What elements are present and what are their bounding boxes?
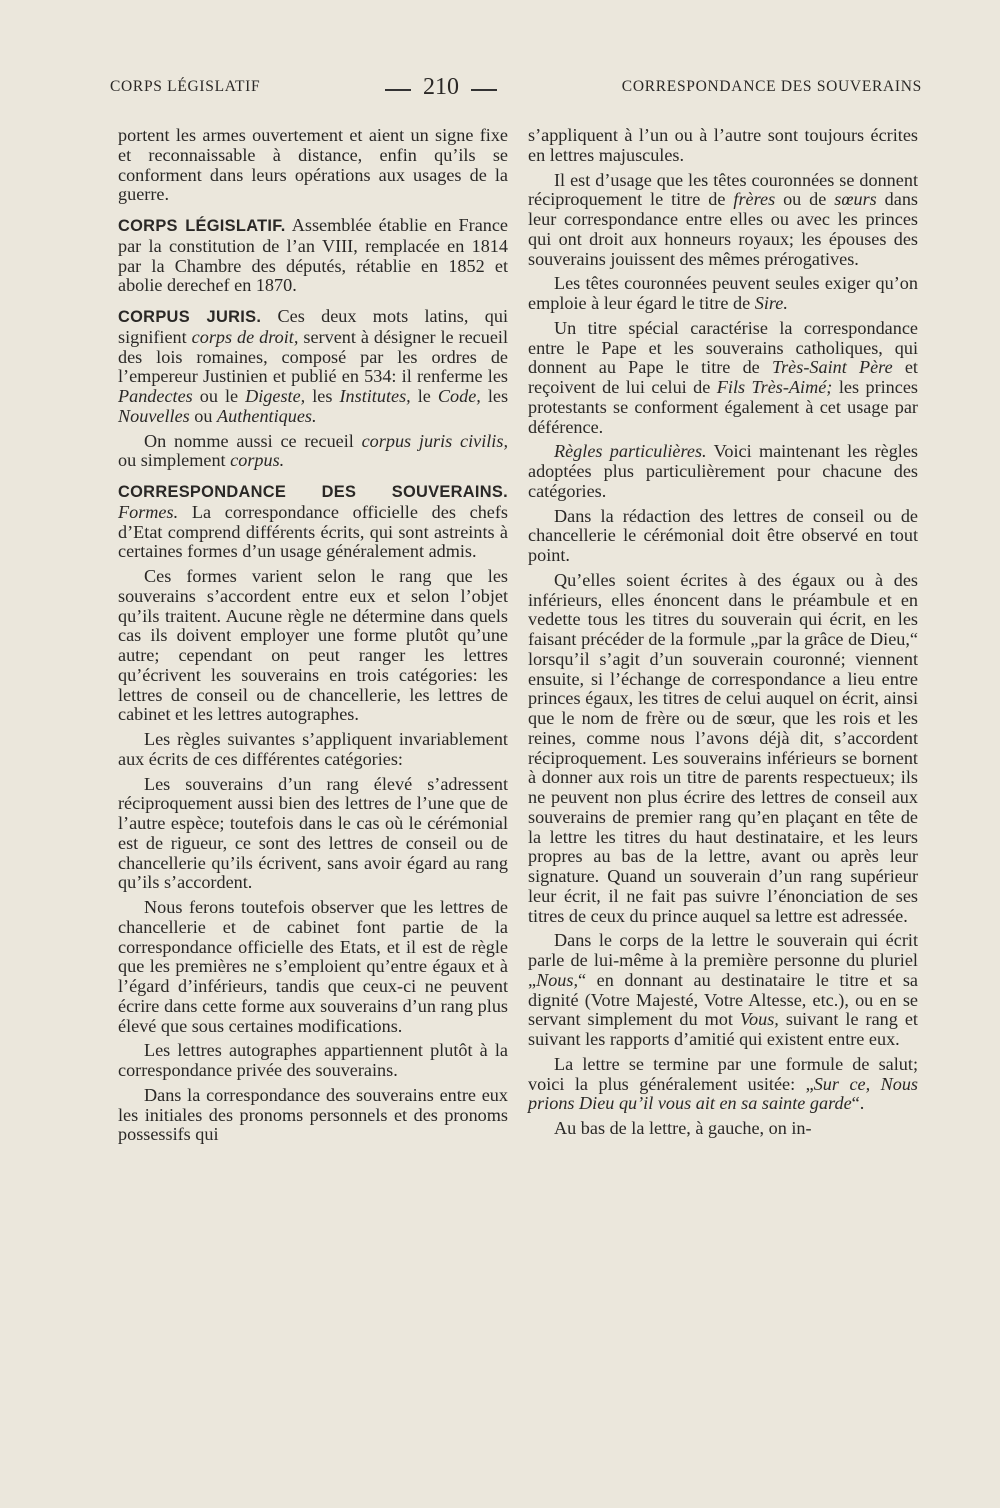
entry-text: La correspondance officielle des chefs d’Etat comprend différents écrits, qui sont astreints à certaines formes d’un usage généralement admis. — [118, 501, 508, 562]
italic: Nous, — [536, 969, 579, 990]
text: servent à désigner le recueil des lois romaines, composé par les ordres de l’empereur Justinien et publié en 534: il renferme les — [118, 326, 509, 387]
text: Voici maintenant les règles adoptées plus particulièrement pour chacune des catégories. — [528, 441, 919, 501]
running-header — [110, 72, 922, 102]
text: ou de — [783, 189, 827, 210]
subheading: Formes. — [118, 501, 179, 522]
paragraph-salut — [528, 1055, 918, 1114]
italic: corps de droit, — [191, 326, 299, 347]
running-head-right: CORRESPONDANCE DES SOUVERAINS — [621, 78, 922, 95]
paragraph-sire — [528, 274, 918, 314]
text: et reçoivent de lui celui de — [528, 357, 918, 397]
italic: Authentiques. — [217, 405, 317, 426]
text: La lettre se termine par une formule de salut; voici la plus généralement usitée: „ — [528, 1053, 918, 1094]
text: ou — [194, 405, 213, 426]
paragraph-continued: portent les armes ouvertement et aient un signe fixe et reconnaissable à distance, enfin qu’ils se conforment dans leurs opérations aux usages de la guerre. — [118, 125, 508, 205]
paragraph: Nous ferons toutefois observer que les lettres de chancellerie et de cabinet font partie de la correspondance officielle des Etats, et il est de règle que les premières ne s’emploient qu’entre égaux et à l’égard d’inférieurs, tandis que ceux-ci ne peuvent écrire dans cette forme aux souverains d’un rang plus élevé que sous certaines modifications. — [118, 897, 508, 1036]
text: les — [312, 386, 333, 406]
italic: Fils Très-Aimé; — [716, 377, 833, 397]
italic: corpus juris civilis, — [361, 430, 508, 451]
paragraph: Au bas de la lettre, à gauche, on in- — [554, 1118, 812, 1138]
page-number-block — [373, 74, 509, 101]
text: les — [487, 386, 509, 406]
text: les princes protestants se conforment également à cet usage par déférence. — [528, 377, 919, 437]
italic: Règles particulières. — [554, 441, 707, 462]
text: dans leur correspondance entre elles ou avec les princes qui ont droit aux honneurs royaux; les épouses des souverains jouissent des mêmes prérogatives. — [528, 189, 919, 269]
entry-corpus-juris — [118, 307, 508, 427]
text: “. — [851, 1093, 865, 1114]
italic: Nouvelles — [118, 405, 190, 426]
text: ou simplement — [118, 450, 226, 471]
paragraph: Les règles suivantes s’appliquent invariablement aux écrits de ces différentes catégories: — [118, 729, 508, 769]
dash-right — [471, 89, 497, 91]
dash-left — [385, 89, 411, 91]
text: On nomme aussi ce recueil — [144, 430, 354, 451]
paragraph-corpus-civilis — [118, 432, 508, 472]
headword: CORRESPONDANCE DES SOUVERAINS. — [118, 483, 508, 501]
italic: corpus. — [230, 450, 285, 471]
text: “ en donnant au destinataire le titre et sa dignité (Votre Majesté, Votre Altesse, etc.), ou en se servant simplement du mot — [528, 969, 918, 1030]
paragraph-pape — [528, 319, 918, 438]
italic: Très-Saint Père — [771, 357, 893, 378]
entry-corps-legislatif — [118, 216, 508, 296]
italic: Pandectes — [118, 386, 193, 406]
headword: CORPUS JURIS. — [118, 308, 262, 326]
text: Dans le corps de la lettre le souverain qui écrit parle de lui-même à la première personne du pluriel „ — [528, 930, 918, 990]
italic: Sur ce, Nous prions Dieu qu’il vous ait en sa sainte garde — [528, 1073, 919, 1114]
running-head-left: CORPS LÉGISLATIF — [110, 78, 261, 95]
entry-text: Assemblée établie en France par la constitution de l’an VIII, remplacée en 1814 par la Chambre des députés, rétablie en 1852 et abolie derechef en 1870. — [118, 215, 508, 296]
paragraph: Qu’elles soient écrites à des égaux ou à des inférieurs, elles énoncent dans le préambule et en vedette tous les titres du souverain qui écrit, en les faisant précéder de la formule „par la grâce de Dieu,“ lorsqu’il s’agit d’un souverain couronné; viennent ensuite, si l’échange de correspondance a lieu entre princes égaux, les titres de celui auquel on écrit, ainsi que le nom de frère ou de sœur, que les rois et les reines, comme nous l’avons déjà dit, s’accordent réciproquement. Les souverains inférieurs se bornent à donner aux rois un titre de parents respectueux; ils ne peuvent non plus écrire des lettres de conseil aux souverains de premier rang qu’en plaçant en tête de la lettre les titres du haut destinataire, et les leurs propres au bas de la lettre, avant ou après leur signature. Quand un souverain d’un rang supérieur leur écrit, il ne fait pas suivre l’énonciation de ses titres de ceux du prince auquel sa lettre est adressée. — [528, 569, 918, 926]
paragraph-corps-lettre — [528, 931, 918, 1050]
paragraph: Les lettres autographes appartiennent plutôt à la correspondance privée des souverains. — [118, 1040, 508, 1080]
text: Il est d’usage que les têtes couronnées se donnent réciproquement le titre de — [528, 169, 918, 210]
italic: frères — [733, 189, 776, 210]
italic: Vous, — [739, 1009, 779, 1030]
text: le — [417, 386, 431, 406]
paragraph: Dans la correspondance des souverains entre eux les initiales des pronoms personnels et des pronoms possessifs qui — [118, 1084, 508, 1145]
text: ou le — [199, 386, 239, 406]
headword: CORPS LÉGISLATIF. — [118, 217, 286, 235]
right-column — [528, 126, 918, 1144]
paragraph: Ces formes varient selon le rang que les souverains s’accordent entre eux et selon l’objet qu’ils traitent. Aucune règle ne détermine dans quels cas ils doivent employer une forme plutôt qu’une autre; cependant on peut ranger les lettres qu’écrivent les souverains en trois catégories: les lettres de conseil ou de chancellerie, les lettres de cabinet et les lettres autographes. — [118, 566, 508, 725]
left-column — [118, 126, 508, 1150]
text: suivant le rang et suivant les rapports d’amitié qui existent entre eux. — [528, 1009, 918, 1049]
paragraph-freres — [528, 171, 918, 270]
text: Ces deux mots latins, qui signifient — [118, 306, 508, 347]
paragraph-regles-particulieres — [528, 442, 918, 501]
page-number: 210 — [423, 73, 460, 100]
paragraph: Dans la rédaction des lettres de conseil ou de chancellerie le cérémonial doit être observé en tout point. — [528, 505, 918, 565]
italic: Institutes, — [339, 386, 411, 406]
italic: Digeste, — [245, 386, 306, 406]
italic: Code, — [437, 386, 481, 406]
italic: sœurs — [834, 189, 877, 210]
paragraph-continued: s’appliquent à l’un ou à l’autre sont toujours écrites en lettres majuscules. — [528, 125, 918, 165]
entry-correspondance — [118, 482, 508, 562]
text: Un titre spécial caractérise la correspondance entre le Pape et les souverains catholiques, qui donnent au Pape le titre de — [528, 317, 918, 378]
text: Les têtes couronnées peuvent seules exiger qu’on emploie à leur égard le titre de — [528, 273, 918, 313]
italic: Sire. — [754, 293, 788, 313]
paragraph: Les souverains d’un rang élevé s’adressent réciproquement aussi bien des lettres de l’une que de l’autre espèce; toutefois dans le cas où le cérémonial est de rigueur, ce sont des lettres de conseil ou de chancellerie qu’ils écrivent, sans avoir égard au rang qu’ils s’accordent. — [118, 773, 508, 893]
